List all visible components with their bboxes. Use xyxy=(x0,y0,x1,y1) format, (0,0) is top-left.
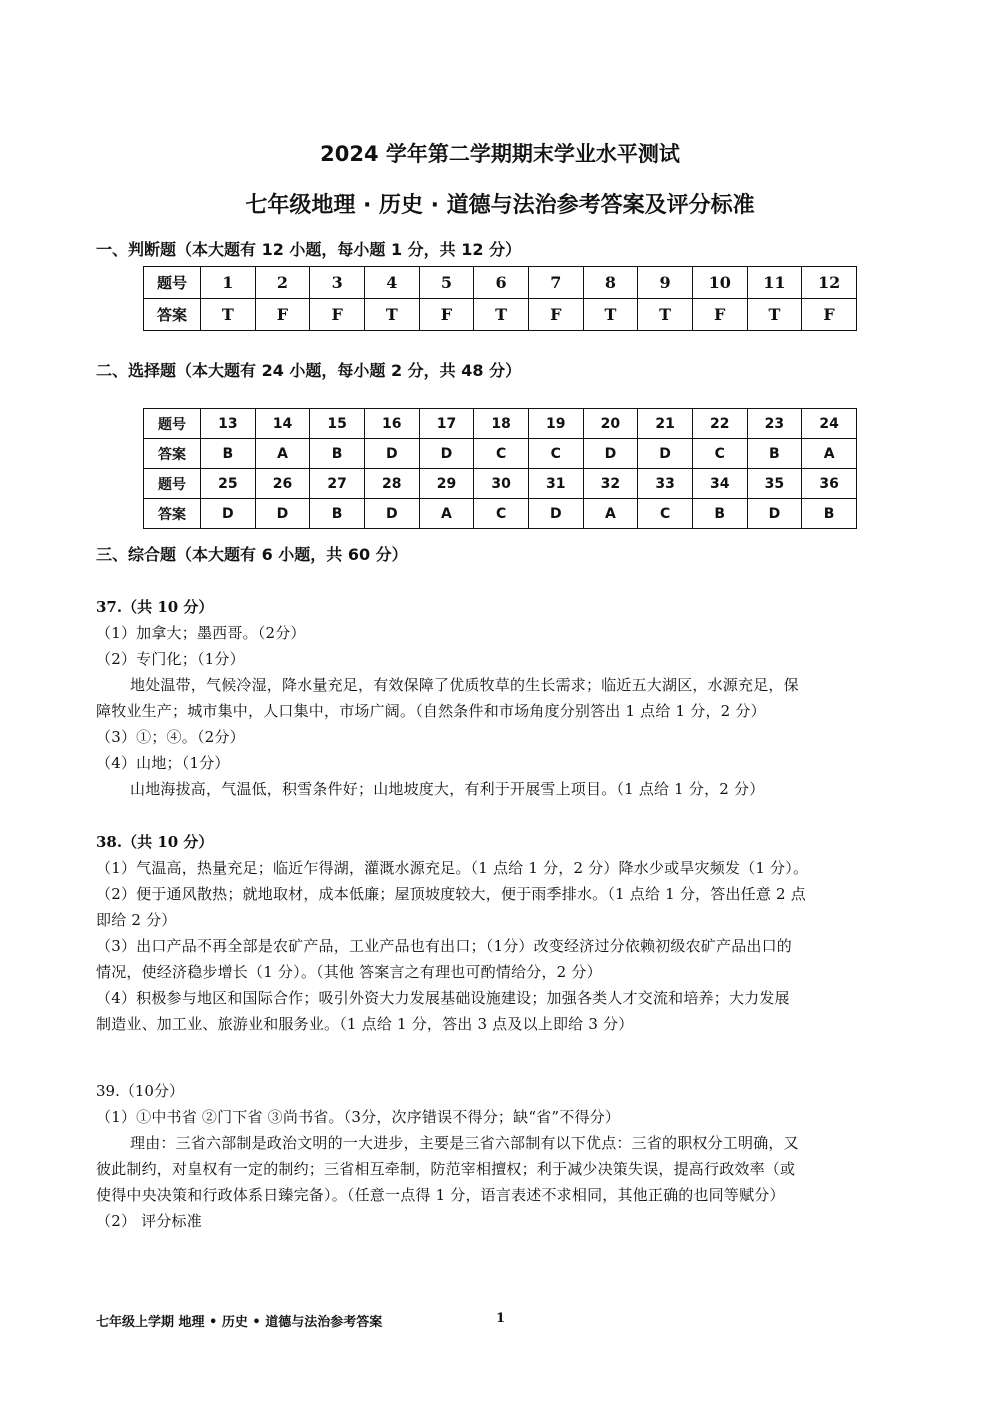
answer-cell: D xyxy=(747,499,802,529)
answer-cell: C xyxy=(474,499,529,529)
answer-cell: F xyxy=(310,299,365,331)
table-row xyxy=(144,299,857,331)
answer-cell: C xyxy=(528,439,583,469)
section2-heading: 二、选择题（本大题有 24 小题，每小题 2 分，共 48 分） xyxy=(96,361,522,380)
answer-line: 情况，使经济稳步增长（1 分）。（其他 答案言之有理也可酌情给分，2 分） xyxy=(96,963,602,981)
answer-line: 理由：三省六部制是政治文明的一大进步，主要是三省六部制有以下优点：三省的职权分工明确，又 xyxy=(130,1134,799,1152)
question-38-heading: 38.（共 10 分） xyxy=(96,833,214,851)
table-row xyxy=(144,267,857,299)
answer-line: （1）①中书省 ②门下省 ③尚书省。（3分，次序错误不得分；缺“省”不得分） xyxy=(96,1108,621,1126)
answer-cell: C xyxy=(692,439,747,469)
question-number-cell: 6 xyxy=(474,267,529,299)
answer-cell: A xyxy=(583,499,638,529)
question-number-cell: 13 xyxy=(201,409,256,439)
row-label: 题号 xyxy=(144,469,201,499)
answer-cell: D xyxy=(201,499,256,529)
table-row xyxy=(144,439,857,469)
question-number-cell: 10 xyxy=(692,267,747,299)
section3-heading: 三、综合题（本大题有 6 小题，共 60 分） xyxy=(96,545,408,564)
multiple-choice-answer-table xyxy=(143,408,857,529)
question-number-cell: 36 xyxy=(802,469,857,499)
question-number-cell: 17 xyxy=(419,409,474,439)
answer-cell: C xyxy=(474,439,529,469)
true-false-answer-table xyxy=(143,266,857,331)
question-number-cell: 33 xyxy=(638,469,693,499)
question-number-cell: 24 xyxy=(802,409,857,439)
page-subtitle: 七年级地理 · 历史 · 道德与法治参考答案及评分标准 xyxy=(245,193,755,218)
row-label: 答案 xyxy=(144,439,201,469)
question-37-heading: 37.（共 10 分） xyxy=(96,598,214,616)
answer-cell: B xyxy=(201,439,256,469)
question-number-cell: 32 xyxy=(583,469,638,499)
page-title: 2024 学年第二学期期末学业水平测试 xyxy=(320,142,680,166)
answer-cell: D xyxy=(638,439,693,469)
question-number-cell: 7 xyxy=(528,267,583,299)
answer-line: 制造业、加工业、旅游业和服务业。（1 点给 1 分，答出 3 点及以上即给 3 分） xyxy=(96,1015,634,1033)
answer-cell: D xyxy=(419,439,474,469)
question-number-cell: 18 xyxy=(474,409,529,439)
question-number-cell: 3 xyxy=(310,267,365,299)
section1-heading: 一、判断题（本大题有 12 小题，每小题 1 分，共 12 分） xyxy=(96,240,522,259)
answer-cell: A xyxy=(802,439,857,469)
answer-cell: D xyxy=(364,499,419,529)
question-number-cell: 22 xyxy=(692,409,747,439)
answer-line: （2）专门化；（1分） xyxy=(96,650,245,668)
answer-cell: B xyxy=(310,499,365,529)
answer-cell: A xyxy=(255,439,310,469)
answer-cell: T xyxy=(583,299,638,331)
answer-cell: B xyxy=(802,499,857,529)
question-number-cell: 14 xyxy=(255,409,310,439)
answer-line: 彼此制约，对皇权有一定的制约；三省相互牵制，防范宰相擅权；利于减少决策失误，提高行政效率（或 xyxy=(96,1160,796,1178)
answer-cell: F xyxy=(692,299,747,331)
question-number-cell: 21 xyxy=(638,409,693,439)
question-number-cell: 28 xyxy=(364,469,419,499)
answer-cell: D xyxy=(583,439,638,469)
question-number-cell: 12 xyxy=(802,267,857,299)
answer-cell: A xyxy=(419,499,474,529)
row-label: 题号 xyxy=(144,267,201,299)
question-number-cell: 20 xyxy=(583,409,638,439)
row-label: 题号 xyxy=(144,409,201,439)
question-number-cell: 15 xyxy=(310,409,365,439)
question-number-cell: 27 xyxy=(310,469,365,499)
question-number-cell: 8 xyxy=(583,267,638,299)
row-label: 答案 xyxy=(144,499,201,529)
answer-line: （2） 评分标准 xyxy=(96,1212,202,1230)
question-number-cell: 1 xyxy=(201,267,256,299)
answer-cell: C xyxy=(638,499,693,529)
question-number-cell: 4 xyxy=(364,267,419,299)
question-39-heading: 39.（10分） xyxy=(96,1082,184,1100)
question-number-cell: 25 xyxy=(201,469,256,499)
table-row xyxy=(144,409,857,439)
table-row xyxy=(144,499,857,529)
answer-cell: F xyxy=(419,299,474,331)
answer-cell: T xyxy=(474,299,529,331)
answer-line: （4）积极参与地区和国际合作；吸引外资大力发展基础设施建设；加强各类人才交流和培养；大力发展 xyxy=(96,989,790,1007)
answer-line: 山地海拔高，气温低，积雪条件好；山地坡度大，有利于开展雪上项目。（1 点给 1 分，2 分） xyxy=(130,780,765,798)
answer-line: （1）加拿大；墨西哥。（2分） xyxy=(96,624,306,642)
answer-cell: D xyxy=(364,439,419,469)
answer-line: （4）山地；（1分） xyxy=(96,754,230,772)
answer-line: 地处温带，气候冷湿，降水量充足，有效保障了优质牧草的生长需求；临近五大湖区，水源充足，保 xyxy=(130,676,799,694)
page-number: 1 xyxy=(496,1311,506,1326)
question-number-cell: 35 xyxy=(747,469,802,499)
answer-cell: T xyxy=(364,299,419,331)
answer-cell: D xyxy=(528,499,583,529)
answer-line: （1）气温高，热量充足；临近乍得湖，灌溉水源充足。（1 点给 1 分，2 分）降水少或旱灾频发（1 分）。 xyxy=(96,859,809,877)
answer-cell: F xyxy=(528,299,583,331)
question-number-cell: 30 xyxy=(474,469,529,499)
answer-line: （2）便于通风散热；就地取材，成本低廉；屋顶坡度较大，便于雨季排水。（1 点给 1 分，答出任意 2 点 xyxy=(96,885,806,903)
question-number-cell: 2 xyxy=(255,267,310,299)
question-number-cell: 19 xyxy=(528,409,583,439)
question-number-cell: 26 xyxy=(255,469,310,499)
question-number-cell: 9 xyxy=(638,267,693,299)
answer-cell: T xyxy=(747,299,802,331)
row-label: 答案 xyxy=(144,299,201,331)
answer-cell: F xyxy=(255,299,310,331)
question-number-cell: 23 xyxy=(747,409,802,439)
question-number-cell: 34 xyxy=(692,469,747,499)
answer-line: 使得中央决策和行政体系日臻完备）。（任意一点得 1 分，语言表述不求相同，其他正确的也同等赋分） xyxy=(96,1186,785,1204)
answer-line: 即给 2 分） xyxy=(96,911,177,929)
answer-cell: F xyxy=(802,299,857,331)
table-row xyxy=(144,469,857,499)
answer-cell: B xyxy=(747,439,802,469)
answer-cell: T xyxy=(201,299,256,331)
answer-cell: B xyxy=(692,499,747,529)
question-number-cell: 11 xyxy=(747,267,802,299)
answer-line: （3）①；④。（2分） xyxy=(96,728,245,746)
question-number-cell: 31 xyxy=(528,469,583,499)
question-number-cell: 29 xyxy=(419,469,474,499)
answer-line: 障牧业生产；城市集中，人口集中，市场广阔。（自然条件和市场角度分别答出 1 点给 1 分，2 分） xyxy=(96,702,766,720)
question-number-cell: 5 xyxy=(419,267,474,299)
page-footer: 七年级上学期 地理 • 历史 • 道德与法治参考答案 xyxy=(96,1315,383,1330)
answer-line: （3）出口产品不再全部是农矿产品，工业产品也有出口；（1分）改变经济过分依赖初级农矿产品出口的 xyxy=(96,937,792,955)
answer-cell: D xyxy=(255,499,310,529)
answer-cell: B xyxy=(310,439,365,469)
question-number-cell: 16 xyxy=(364,409,419,439)
answer-cell: T xyxy=(638,299,693,331)
